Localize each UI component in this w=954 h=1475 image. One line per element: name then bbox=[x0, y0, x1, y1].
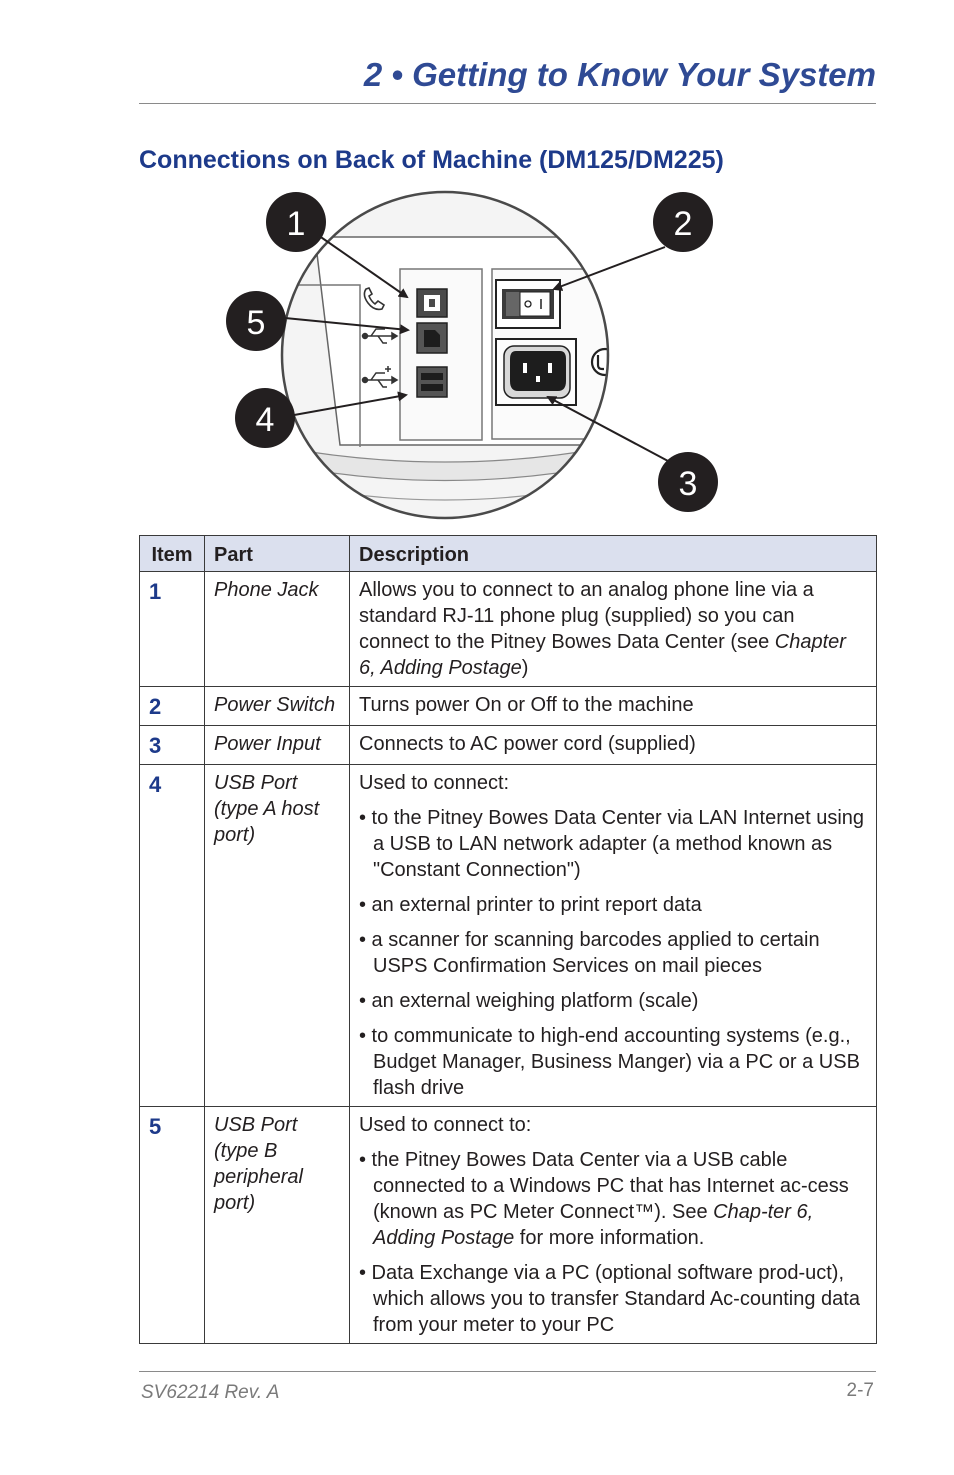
table-row bbox=[140, 572, 877, 687]
item-number: 3 bbox=[140, 726, 205, 765]
description-text: Allows you to connect to an analog phone line via a standard RJ-11 phone plug (supplied) so you can connect to the Pitney Bowes Data Center (see bbox=[359, 579, 814, 653]
item-number: 1 bbox=[140, 572, 205, 687]
callout-3 bbox=[658, 452, 718, 512]
svg-text:2: 2 bbox=[673, 205, 693, 243]
svg-text:3: 3 bbox=[678, 465, 698, 503]
part-description bbox=[350, 572, 877, 687]
item-number: 5 bbox=[140, 1107, 205, 1344]
phone-jack bbox=[417, 289, 447, 317]
part-name: Phone Jack bbox=[205, 572, 350, 687]
part-description bbox=[350, 1107, 877, 1344]
table-row bbox=[140, 765, 877, 1107]
back-connections-diagram bbox=[220, 185, 740, 525]
bullet-text-end: for more information. bbox=[514, 1227, 705, 1249]
callout-4 bbox=[235, 388, 295, 448]
list-item: • Data Exchange via a PC (optional software prod-uct), which allows you to transfer Standard Ac-counting data from your meter to your PC bbox=[359, 1262, 860, 1336]
part-name: Power Input bbox=[205, 726, 350, 765]
column-header-item: Item bbox=[140, 536, 205, 572]
svg-text:1: 1 bbox=[286, 205, 306, 243]
column-header-part: Part bbox=[205, 536, 350, 572]
document-id: SV62214 Rev. A bbox=[141, 1382, 280, 1403]
footer-rule bbox=[139, 1371, 876, 1372]
chapter-reference: Chapter 6, Adding Postage bbox=[359, 631, 846, 679]
usb-port-type-b bbox=[417, 323, 447, 353]
header-rule bbox=[139, 103, 876, 104]
part-name: USB Port (type A host port) bbox=[205, 765, 350, 1107]
list-item bbox=[359, 1147, 868, 1251]
ul-mark-icon bbox=[592, 349, 618, 375]
callout-1 bbox=[266, 192, 326, 252]
description-intro: Used to connect to: bbox=[359, 1114, 532, 1136]
column-header-description: Description bbox=[350, 536, 877, 572]
chapter-title: 2 • Getting to Know Your System bbox=[363, 56, 876, 93]
chapter-reference: Chap-ter 6, Adding Postage bbox=[373, 1201, 814, 1249]
part-name: USB Port (type B peripheral port) bbox=[205, 1107, 350, 1344]
part-name: Power Switch bbox=[205, 687, 350, 726]
table-row bbox=[140, 726, 877, 765]
part-description: Connects to AC power cord (supplied) bbox=[350, 726, 877, 765]
list-item: • to the Pitney Bowes Data Center via LAN Internet using a USB to LAN network adapter (a method known as "Constant Connection") bbox=[359, 807, 865, 881]
description-intro: Used to connect: bbox=[359, 772, 510, 794]
section-title: Connections on Back of Machine (DM125/DM225) bbox=[139, 146, 724, 174]
table-row bbox=[140, 1107, 877, 1344]
item-number: 4 bbox=[140, 765, 205, 1107]
list-item: • to communicate to high-end accounting systems (e.g., Budget Manager, Business Manger) via a PC or a USB flash drive bbox=[359, 1025, 860, 1099]
part-description: Turns power On or Off to the machine bbox=[350, 687, 877, 726]
bullet-text: • the Pitney Bowes Data Center via a USB cable connected to a Windows PC that has Internet ac-cess (known as PC Meter Connect™). See bbox=[359, 1149, 849, 1223]
connections-table bbox=[139, 535, 877, 1344]
page-number: 2-7 bbox=[846, 1380, 874, 1401]
svg-text:5: 5 bbox=[246, 304, 266, 342]
usb-port-type-a bbox=[417, 367, 447, 397]
power-switch-icon bbox=[496, 280, 560, 328]
part-description bbox=[350, 765, 877, 1107]
table-row bbox=[140, 687, 877, 726]
power-inlet-icon bbox=[496, 339, 576, 405]
list-item: • an external weighing platform (scale) bbox=[359, 990, 699, 1012]
svg-text:4: 4 bbox=[255, 401, 275, 439]
description-text-end: ) bbox=[521, 657, 529, 679]
callout-2 bbox=[653, 192, 713, 252]
list-item: • an external printer to print report data bbox=[359, 894, 702, 916]
list-item: • a scanner for scanning barcodes applied to certain USPS Confirmation Services on mail pieces bbox=[359, 929, 820, 977]
table-header-row bbox=[140, 536, 877, 572]
item-number: 2 bbox=[140, 687, 205, 726]
callout-5 bbox=[226, 291, 286, 351]
